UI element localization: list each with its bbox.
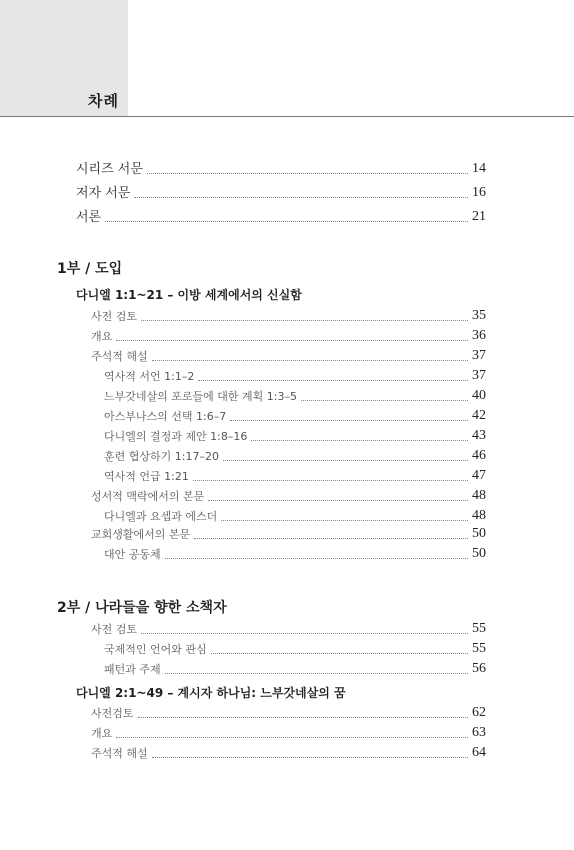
toc-entry-page: 64 (472, 745, 486, 760)
toc-entry[interactable] (104, 408, 488, 424)
toc-entry-page: 62 (472, 705, 486, 720)
dot-leader (165, 673, 468, 674)
part-heading-1: 1부 / 도입 (57, 261, 123, 277)
toc-entry-label: 국제적인 언어와 관심 (104, 643, 207, 656)
header-rule (0, 116, 574, 117)
toc-entry-page: 35 (472, 308, 486, 323)
dot-leader (105, 221, 468, 222)
chapter-heading-1[interactable]: 다니엘 1:1~21 – 이방 세계에서의 신실함 (76, 288, 302, 302)
toc-entry-label: 시리즈 서문 (76, 162, 143, 177)
toc-entry[interactable] (104, 641, 488, 657)
toc-entry-label: 주석적 해설 (91, 350, 148, 363)
dot-leader (251, 440, 468, 441)
toc-entry-page: 48 (472, 488, 486, 503)
part-heading-2: 2부 / 나라들을 향한 소책자 (57, 600, 227, 616)
toc-entry[interactable] (104, 388, 488, 404)
dot-leader (116, 340, 468, 341)
toc-entry-label: 서론 (76, 210, 102, 225)
dot-leader (152, 360, 468, 361)
toc-entry-label: 역사적 언급 1:21 (104, 470, 189, 483)
dot-leader (152, 757, 468, 758)
toc-entry-label: 느부갓네살의 포로들에 대한 계획 1:3–5 (104, 390, 297, 403)
toc-entry-page: 42 (472, 408, 486, 423)
toc-entry[interactable] (104, 661, 488, 677)
toc-entry[interactable] (91, 328, 488, 344)
toc-entry-page: 55 (472, 641, 486, 656)
toc-entry-label: 대안 공동체 (104, 548, 161, 561)
toc-entry-label: 훈련 협상하기 1:17–20 (104, 450, 219, 463)
toc-entry[interactable] (91, 526, 488, 542)
dot-leader (141, 320, 468, 321)
toc-entry-label: 개요 (91, 727, 113, 740)
toc-entry-label: 아스부나스의 선택 1:6–7 (104, 410, 227, 423)
toc-entry-label: 개요 (91, 330, 113, 343)
toc-entry-page: 37 (472, 348, 486, 363)
toc-entry-page: 36 (472, 328, 486, 343)
toc-entry-page: 16 (472, 185, 486, 200)
toc-entry[interactable] (104, 368, 488, 384)
toc-entry[interactable] (104, 468, 488, 484)
toc-entry[interactable] (104, 428, 488, 444)
toc-entry[interactable] (91, 725, 488, 741)
toc-entry[interactable] (91, 348, 488, 364)
dot-leader (221, 520, 468, 521)
chapter-heading-2[interactable]: 다니엘 2:1~49 – 계시자 하나님: 느부갓네살의 꿈 (76, 686, 346, 700)
toc-entry-label: 다니엘의 결정과 제안 1:8–16 (104, 430, 248, 443)
toc-entry-page: 40 (472, 388, 486, 403)
toc-entry[interactable] (91, 705, 488, 721)
toc-entry-page: 63 (472, 725, 486, 740)
toc-entry-page: 37 (472, 368, 486, 383)
toc-entry[interactable] (91, 488, 488, 504)
toc-entry[interactable] (104, 546, 488, 562)
toc-entry-label: 교회생활에서의 본문 (91, 528, 191, 541)
dot-leader (147, 173, 468, 174)
dot-leader (138, 717, 468, 718)
toc-entry-label: 패턴과 주제 (104, 663, 161, 676)
toc-entry-label: 저자 서문 (76, 186, 131, 201)
toc-entry-page: 43 (472, 428, 486, 443)
toc-entry[interactable] (104, 508, 488, 524)
dot-leader (198, 380, 468, 381)
toc-entry-page: 55 (472, 621, 486, 636)
toc-entry-label: 역사적 서언 1:1–2 (104, 370, 195, 383)
dot-leader (134, 197, 468, 198)
dot-leader (208, 500, 468, 501)
toc-entry-label: 사전 검토 (91, 623, 138, 636)
toc-entry-label: 사전검토 (91, 707, 134, 720)
toc-entry-page: 14 (472, 161, 486, 176)
toc-entry-page: 48 (472, 508, 486, 523)
dot-leader (116, 737, 468, 738)
toc-entry-author-preface[interactable] (76, 182, 488, 201)
toc-entry[interactable] (91, 745, 488, 761)
toc-entry-page: 21 (472, 209, 486, 224)
toc-entry-page: 56 (472, 661, 486, 676)
toc-entry-label: 다니엘과 요셉과 에스더 (104, 510, 218, 523)
toc-entry-page: 47 (472, 468, 486, 483)
dot-leader (141, 633, 468, 634)
dot-leader (193, 480, 468, 481)
toc-entry-page: 46 (472, 448, 486, 463)
dot-leader (194, 538, 468, 539)
toc-entry[interactable] (91, 308, 488, 324)
toc-entry-page: 50 (472, 526, 486, 541)
toc-entry-introduction[interactable] (76, 206, 488, 225)
dot-leader (211, 653, 468, 654)
toc-entry-series-preface[interactable] (76, 158, 488, 177)
toc-entry-label: 사전 검토 (91, 310, 138, 323)
dot-leader (301, 400, 468, 401)
toc-entry-label: 주석적 해설 (91, 747, 148, 760)
dot-leader (165, 558, 468, 559)
toc-entry[interactable] (91, 621, 488, 637)
dot-leader (230, 420, 468, 421)
page-title: 차례 (88, 92, 119, 110)
dot-leader (223, 460, 468, 461)
toc-entry-label: 성서적 맥락에서의 본문 (91, 490, 205, 503)
toc-entry-page: 50 (472, 546, 486, 561)
toc-entry[interactable] (104, 448, 488, 464)
